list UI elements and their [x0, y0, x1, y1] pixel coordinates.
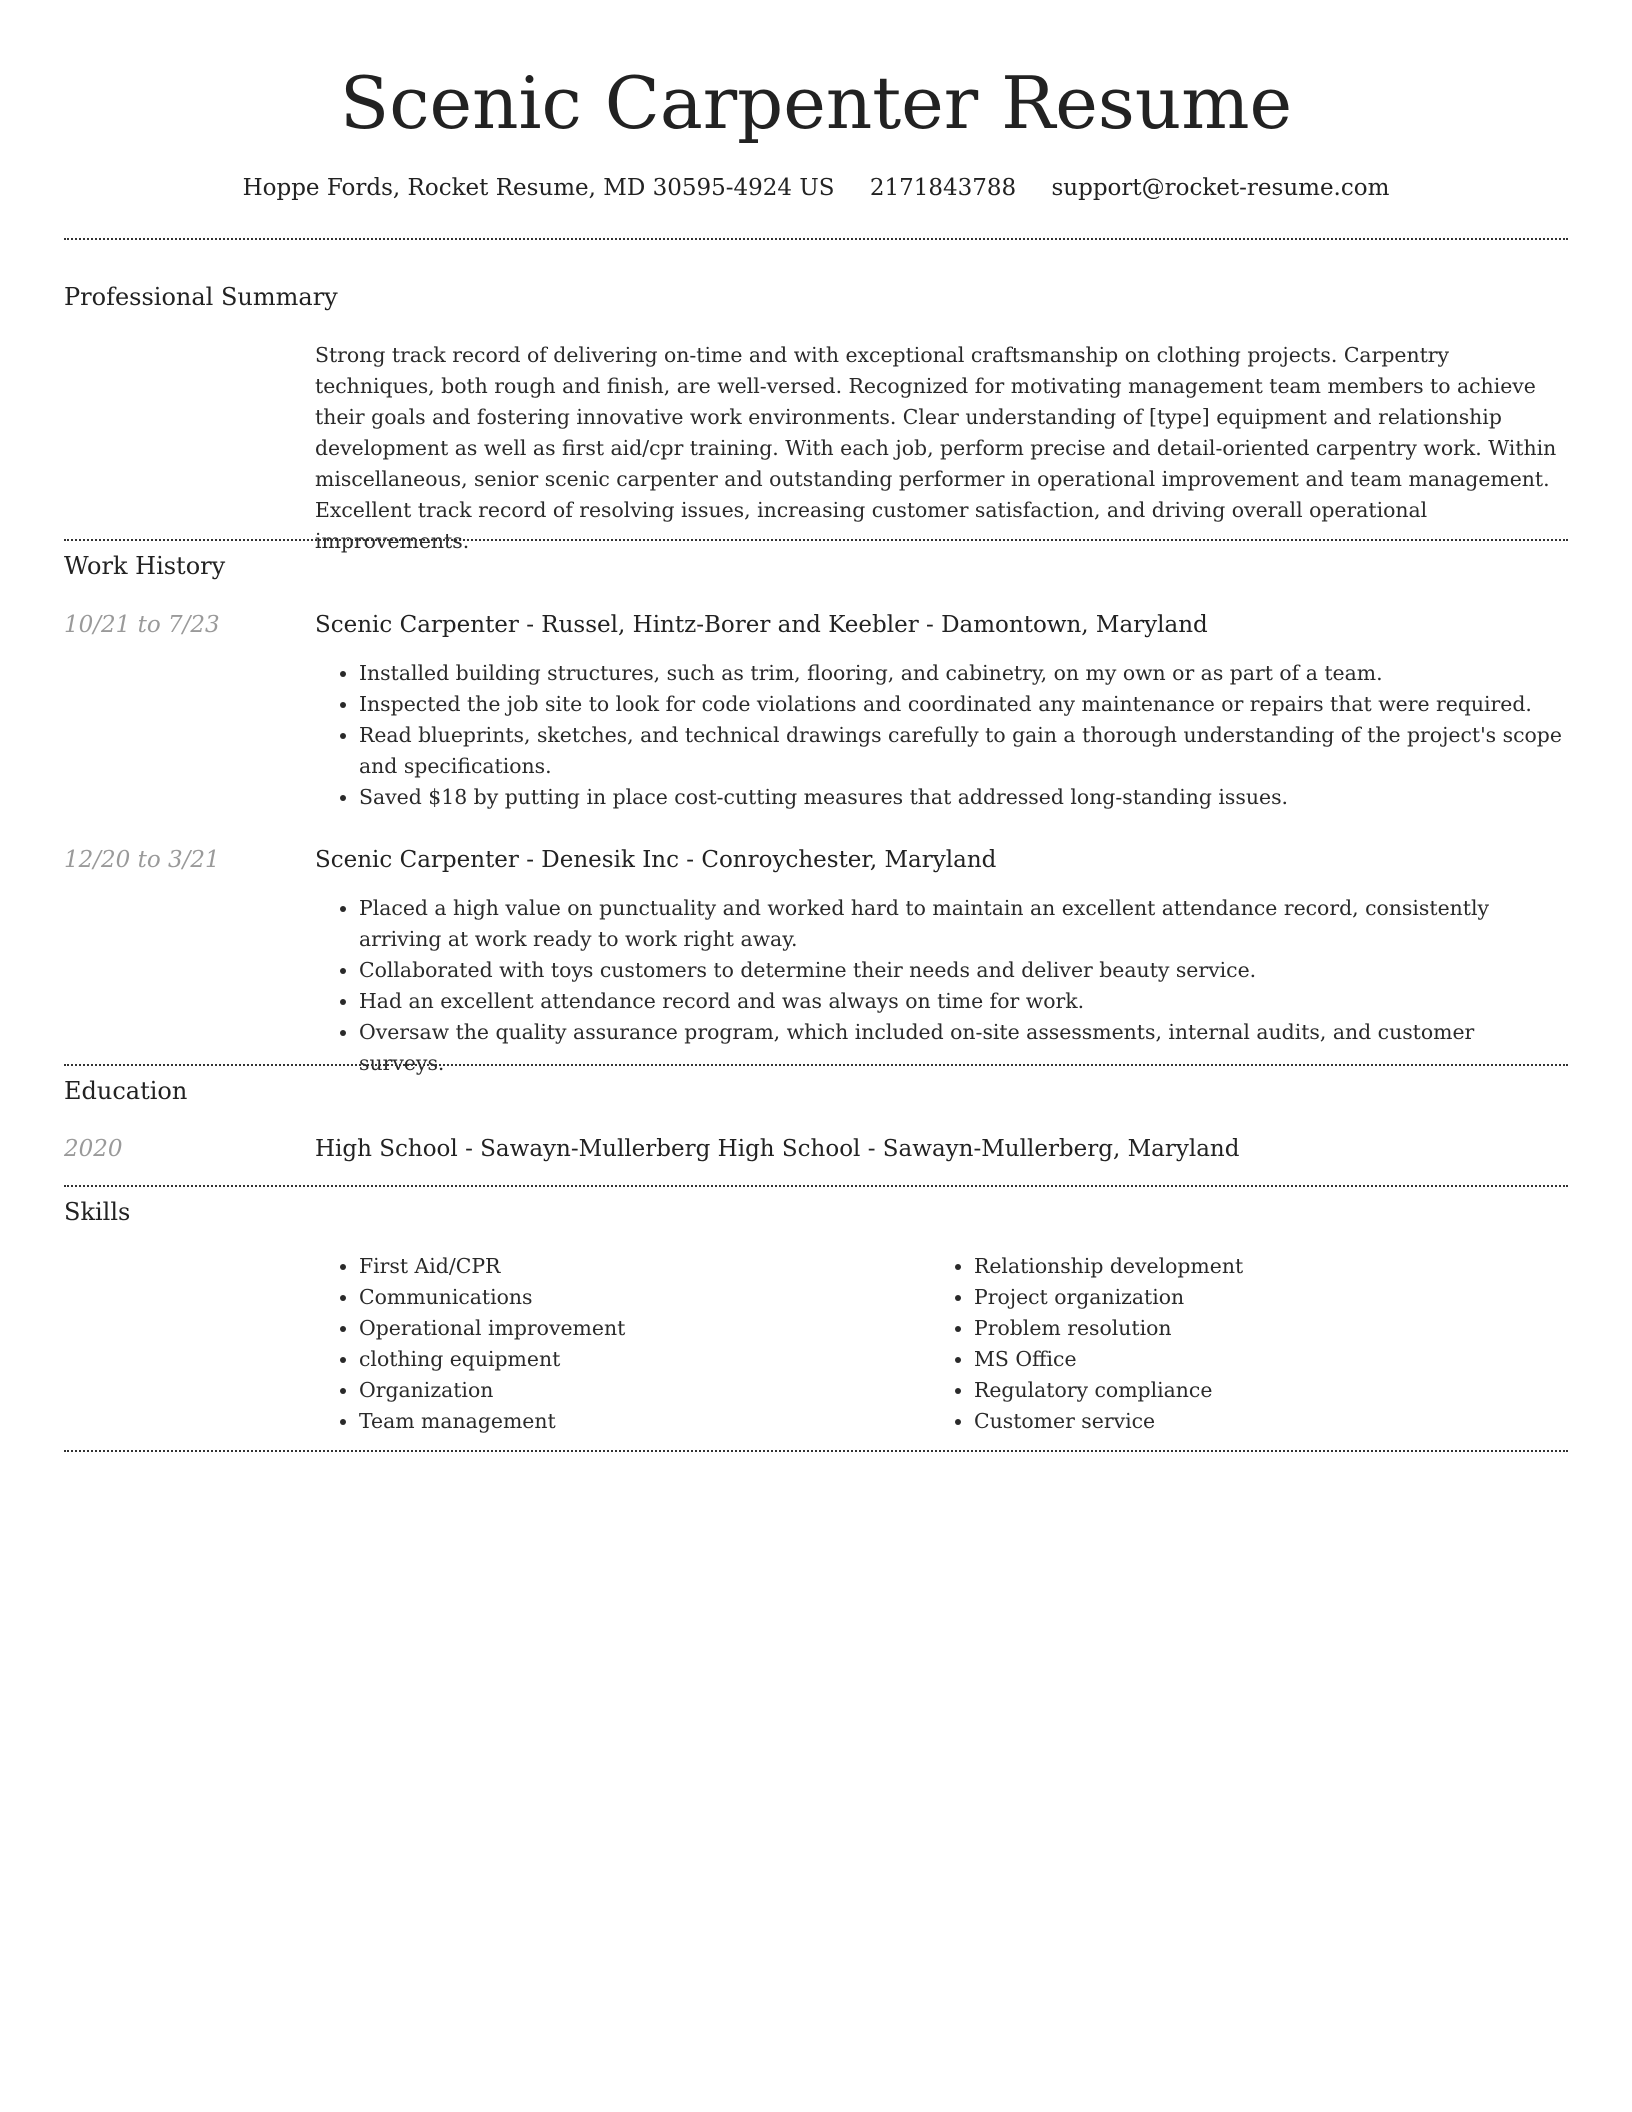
list-item: • Inspected the job site to look for code violations and coordinated any maintenance or repairs that were required. [359, 689, 1565, 720]
section-heading-work-history: Work History [64, 552, 226, 580]
skill-item: • Relationship development [974, 1251, 1490, 1282]
section-heading-education: Education [64, 1077, 188, 1105]
section-heading-summary: Professional Summary [64, 283, 338, 311]
skill-item: • Organization [359, 1375, 875, 1406]
list-item: • Installed building structures, such as trim, flooring, and cabinetry, on my own or as part of a team. [359, 658, 1565, 689]
section-heading-skills: Skills [64, 1198, 131, 1226]
skill-item: • Project organization [974, 1282, 1490, 1313]
skill-item: • Team management [359, 1406, 875, 1437]
skill-item: • clothing equipment [359, 1344, 875, 1375]
skills-list-right [930, 1251, 1490, 1437]
contact-line [0, 170, 1632, 206]
job-dates: 10/21 to 7/23 [64, 612, 220, 638]
contact-address: Hoppe Fords, Rocket Resume, MD 30595-4924 US [242, 175, 835, 201]
divider [64, 1185, 1568, 1187]
list-item: • Collaborated with toys customers to determine their needs and deliver beauty service. [359, 955, 1565, 986]
skill-item: • Regulatory compliance [974, 1375, 1490, 1406]
education-entry [315, 1132, 1239, 1166]
divider [64, 1064, 1568, 1066]
list-item: • Saved $18 by putting in place cost-cutting measures that addressed long-standing issues. [359, 782, 1565, 813]
divider [64, 1450, 1568, 1452]
resume-title: Scenic Carpenter Resume [339, 61, 1293, 145]
job-title: Scenic Carpenter - Denesik Inc - Conroychester, Maryland [315, 847, 997, 873]
contact-phone: 2171843788 [869, 175, 1017, 201]
skill-item: • Problem resolution [974, 1313, 1490, 1344]
job-bullets [315, 658, 1565, 813]
summary-text: Strong track record of delivering on-time and with exceptional craftsmanship on clothing projects. Carpentry techniques, both rough and finish, are well-versed. Recognized for motivating management team members to achieve their goals and fostering innovative work environments. Clear understanding of [type] equipment and relationship development as well as first aid/cpr training. With each job, perform precise and detail-oriented carpentry work. Within miscellaneous, senior scenic carpenter and outstanding performer in operational improvement and team management. Excellent track record of resolving issues, increasing customer satisfaction, and driving overall operational improvements. [315, 343, 1557, 553]
list-item: • Had an excellent attendance record and was always on time for work. [359, 986, 1565, 1017]
list-item: • Placed a high value on punctuality and worked hard to maintain an excellent attendance record, consistently arriving at work ready to work right away. [359, 893, 1565, 955]
job-dates: 12/20 to 3/21 [64, 847, 220, 873]
skills-list-left [315, 1251, 875, 1437]
education-school: - Sawayn-Mullerberg High School - Sawayn-Mullerberg, Maryland [457, 1136, 1240, 1162]
education-degree: High School [315, 1136, 458, 1162]
divider [64, 238, 1568, 240]
job-title: Scenic Carpenter - Russel, Hintz-Borer and Keebler - Damontown, Maryland [315, 612, 1208, 638]
skill-item: • MS Office [974, 1344, 1490, 1375]
skill-item: • Communications [359, 1282, 875, 1313]
job-bullets [315, 893, 1565, 1079]
skill-item: • First Aid/CPR [359, 1251, 875, 1282]
contact-email: support@rocket-resume.com [1051, 175, 1390, 201]
skill-item: • Customer service [974, 1406, 1490, 1437]
list-item: • Oversaw the quality assurance program, which included on-site assessments, internal audits, and customer surveys. [359, 1017, 1565, 1079]
list-item: • Read blueprints, sketches, and technical drawings carefully to gain a thorough understanding of the project's scope and specifications. [359, 720, 1565, 782]
education-year: 2020 [64, 1136, 123, 1162]
skill-item: • Operational improvement [359, 1313, 875, 1344]
divider [64, 539, 1568, 541]
